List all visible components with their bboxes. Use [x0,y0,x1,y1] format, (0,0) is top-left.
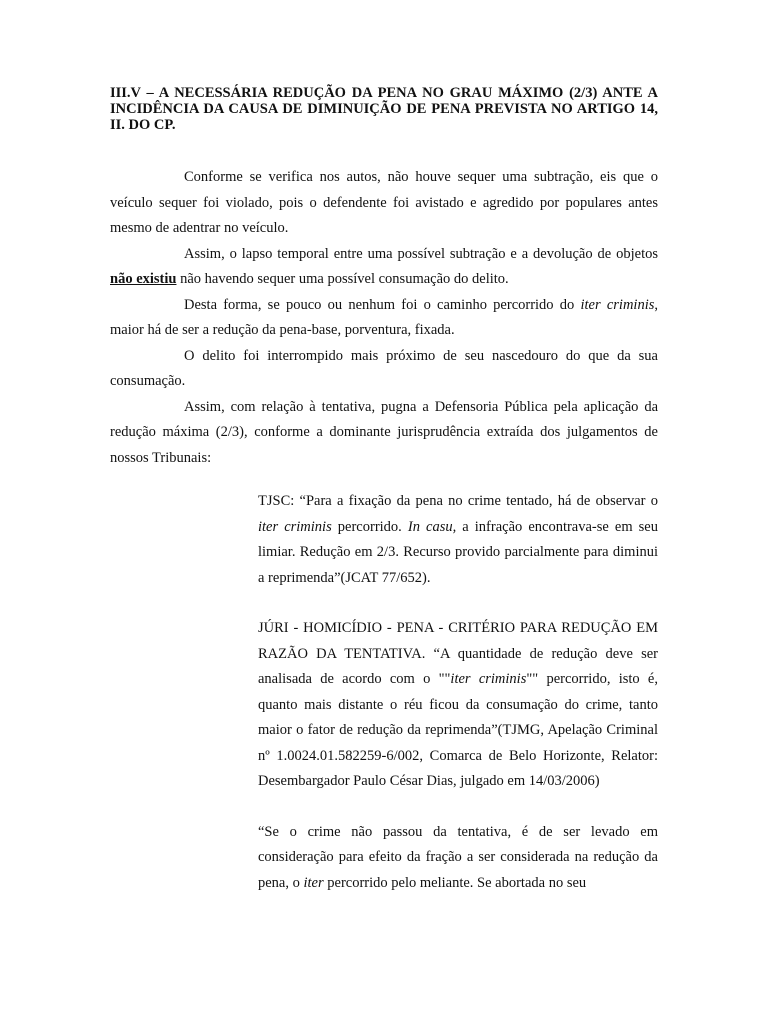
paragraph-3 [110,293,658,344]
quote-2-text-b: "" percorrido, isto é, quanto mais distante o réu ficou da consumação do crime, tanto maior o fator de redução da reprimenda”(TJMG, Apelação Criminal nº 1.0024.01.582259-6/002, Comarca de Belo Horizonte, Relator: Desembargador Paulo César Dias, julgado em 14/03/2006) [258,671,658,789]
quote-3-text-b: percorrido pelo meliante. Se abortada no seu [323,874,587,891]
paragraph-1: Conforme se verifica nos autos, não houve sequer uma subtração, eis que o veículo sequer foi violado, pois o defendente foi avistado e agredido por populares antes mesmo de adentrar no veículo. [110,169,658,236]
quote-2-italic: iter criminis [450,671,527,687]
paragraph-2 [110,242,658,293]
quote-tjsc [258,489,658,591]
jurisprudence-quotes [258,489,658,896]
quote-tjmg [258,616,658,795]
quote-1-italic-b: In casu, [407,518,457,535]
paragraph-3-text-b: , maior há de ser a redução da pena-base, porventura, fixada. [110,296,658,338]
quote-1-text-a: TJSC: “Para a fixação da pena no crime tentado, há de observar o [258,493,658,509]
quote-1-text-b: percorrido. [331,518,408,535]
paragraph-5: Assim, com relação à tentativa, pugna a Defensoria Pública pela aplicação da redução máxima (2/3), conforme a dominante jurisprudência extraída dos julgamentos de nossos Tribunais: [110,398,658,466]
document-body [110,165,658,471]
quote-3-text-a: “Se o crime não passou da tentativa, é de ser levado em consideração para efeito da fração a ser considerada na redução da pena, o [258,823,658,891]
italic-iter-criminis: iter criminis [580,296,655,313]
quote-3-italic: iter [303,874,324,891]
section-heading: III.V – A NECESSÁRIA REDUÇÃO DA PENA NO GRAU MÁXIMO (2/3) ANTE A INCIDÊNCIA DA CAUSA DE DIMINUIÇÃO DE PENA PREVISTA NO ARTIGO 14, II. DO CP. [110,85,658,133]
paragraph-4: O delito foi interrompido mais próximo de seu nascedouro do que da sua consumação. [110,347,658,389]
paragraph-2-text-a: Assim, o lapso temporal entre uma possível subtração e a devolução de objetos [184,245,658,262]
quote-1-italic-a: iter criminis [258,518,332,535]
emphasis-nao-existiu: não existiu [110,271,177,287]
paragraph-3-text-a: Desta forma, se pouco ou nenhum foi o caminho percorrido do [184,296,581,313]
quote-3 [258,820,658,897]
quote-2-text-a: JÚRI - HOMICÍDIO - PENA - CRITÉRIO PARA REDUÇÃO EM RAZÃO DA TENTATIVA. “A quantidade de redução deve ser analisada de acordo com o "" [258,620,658,687]
quote-1-text-c: a infração encontrava-se em seu limiar. Redução em 2/3. Recurso provido parcialmente para diminui a reprimenda”(JCAT 77/652). [258,518,658,586]
paragraph-2-text-b: não havendo sequer uma possível consumação do delito. [176,271,509,287]
